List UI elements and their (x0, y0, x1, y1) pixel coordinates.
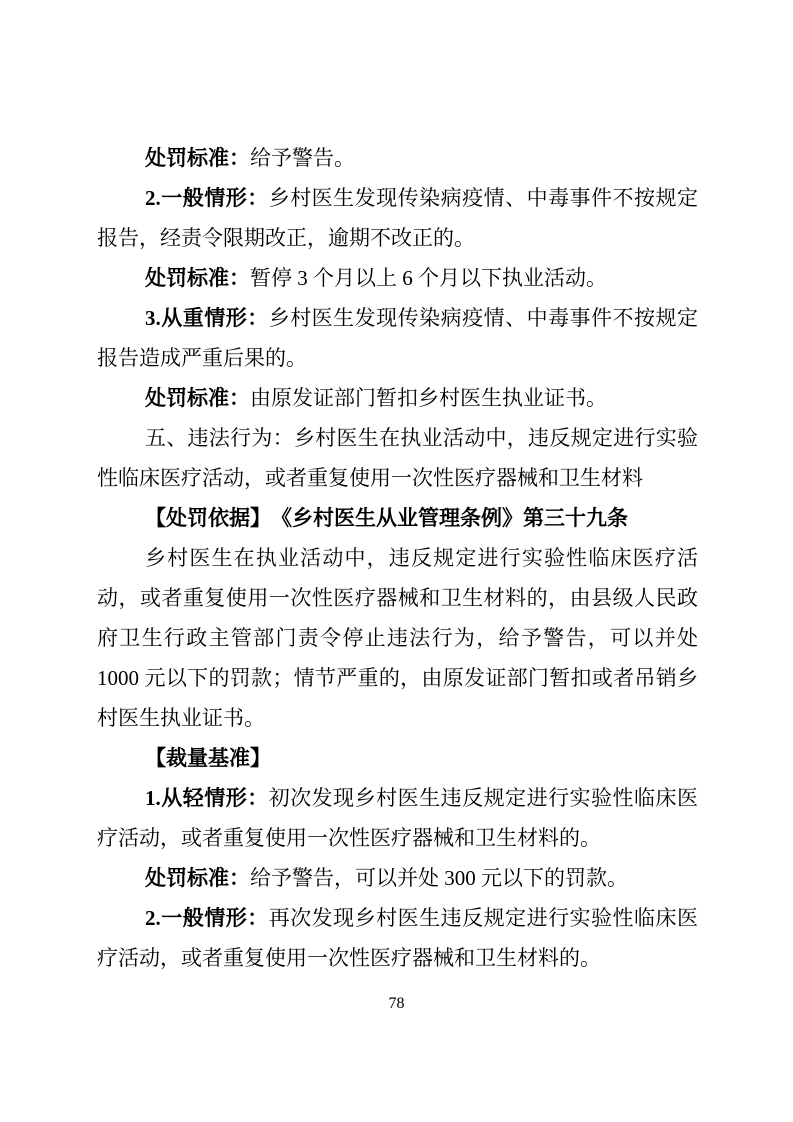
text-segment: 1000 元以下的罚款；情节严重的，由原发证部门暂扣或者吊销乡 (97, 666, 698, 690)
text-segment: 乡村医生发现传染病疫情、中毒事件不按规定 (268, 306, 699, 330)
text-line (97, 498, 698, 538)
text-line (97, 738, 698, 778)
text-segment: 给予警告，可以并处 300 元以下的罚款。 (250, 866, 628, 890)
text-segment: 由原发证部门暂扣乡村医生执业证书。 (250, 386, 607, 410)
text-segment: 给予警告。 (250, 146, 355, 170)
text-segment: 再次发现乡村医生违反规定进行实验性临床医 (268, 906, 699, 930)
text-segment: 性临床医疗活动，或者重复使用一次性医疗器械和卫生材料 (97, 466, 643, 490)
text-line (97, 538, 698, 578)
text-segment: 报告造成严重后果的。 (97, 346, 307, 370)
text-segment-bold: 处罚标准： (145, 266, 250, 290)
document-body (97, 138, 698, 978)
page-number: 78 (388, 995, 405, 1012)
text-line (97, 298, 698, 338)
text-line (97, 778, 698, 818)
text-line (97, 658, 698, 698)
text-segment-bold: 【裁量基准】 (145, 746, 271, 770)
text-segment-bold: 3.从重情形： (145, 306, 269, 330)
text-line (97, 458, 698, 498)
text-segment: 疗活动，或者重复使用一次性医疗器械和卫生材料的。 (97, 946, 601, 970)
text-segment: 乡村医生发现传染病疫情、中毒事件不按规定 (268, 186, 699, 210)
text-segment: 初次发现乡村医生违反规定进行实验性临床医 (268, 786, 699, 810)
text-segment: 五、违法行为：乡村医生在执业活动中，违反规定进行实验 (145, 426, 698, 450)
text-line (97, 698, 698, 738)
text-segment-bold: 2.一般情形： (145, 186, 269, 210)
text-segment: 动，或者重复使用一次性医疗器械和卫生材料的，由县级人民政 (97, 586, 698, 610)
text-line (97, 378, 698, 418)
text-line (97, 418, 698, 458)
text-segment: 府卫生行政主管部门责令停止违法行为，给予警告，可以并处 (97, 626, 698, 650)
text-segment-bold: 处罚标准： (145, 866, 250, 890)
text-line (97, 578, 698, 618)
text-line (97, 818, 698, 858)
text-segment-bold: 1.从轻情形： (145, 786, 269, 810)
text-segment: 报告，经责令限期改正，逾期不改正的。 (97, 226, 475, 250)
text-segment-bold: 【处罚依据】 《乡村医生从业管理条例》第三十九条 (145, 506, 628, 530)
text-line (97, 898, 698, 938)
text-line (97, 218, 698, 258)
text-line (97, 258, 698, 298)
text-line (97, 138, 698, 178)
text-segment: 暂停 3 个月以上 6 个月以下执业活动。 (250, 266, 607, 290)
text-segment-bold: 处罚标准： (145, 146, 250, 170)
text-line (97, 178, 698, 218)
text-segment: 乡村医生在执业活动中，违反规定进行实验性临床医疗活 (145, 546, 698, 570)
text-segment-bold: 2.一般情形： (145, 906, 269, 930)
text-line (97, 858, 698, 898)
text-segment: 疗活动，或者重复使用一次性医疗器械和卫生材料的。 (97, 826, 601, 850)
text-line (97, 938, 698, 978)
text-segment: 村医生执业证书。 (97, 706, 265, 730)
text-line (97, 618, 698, 658)
text-line (97, 338, 698, 378)
text-segment-bold: 处罚标准： (145, 386, 250, 410)
